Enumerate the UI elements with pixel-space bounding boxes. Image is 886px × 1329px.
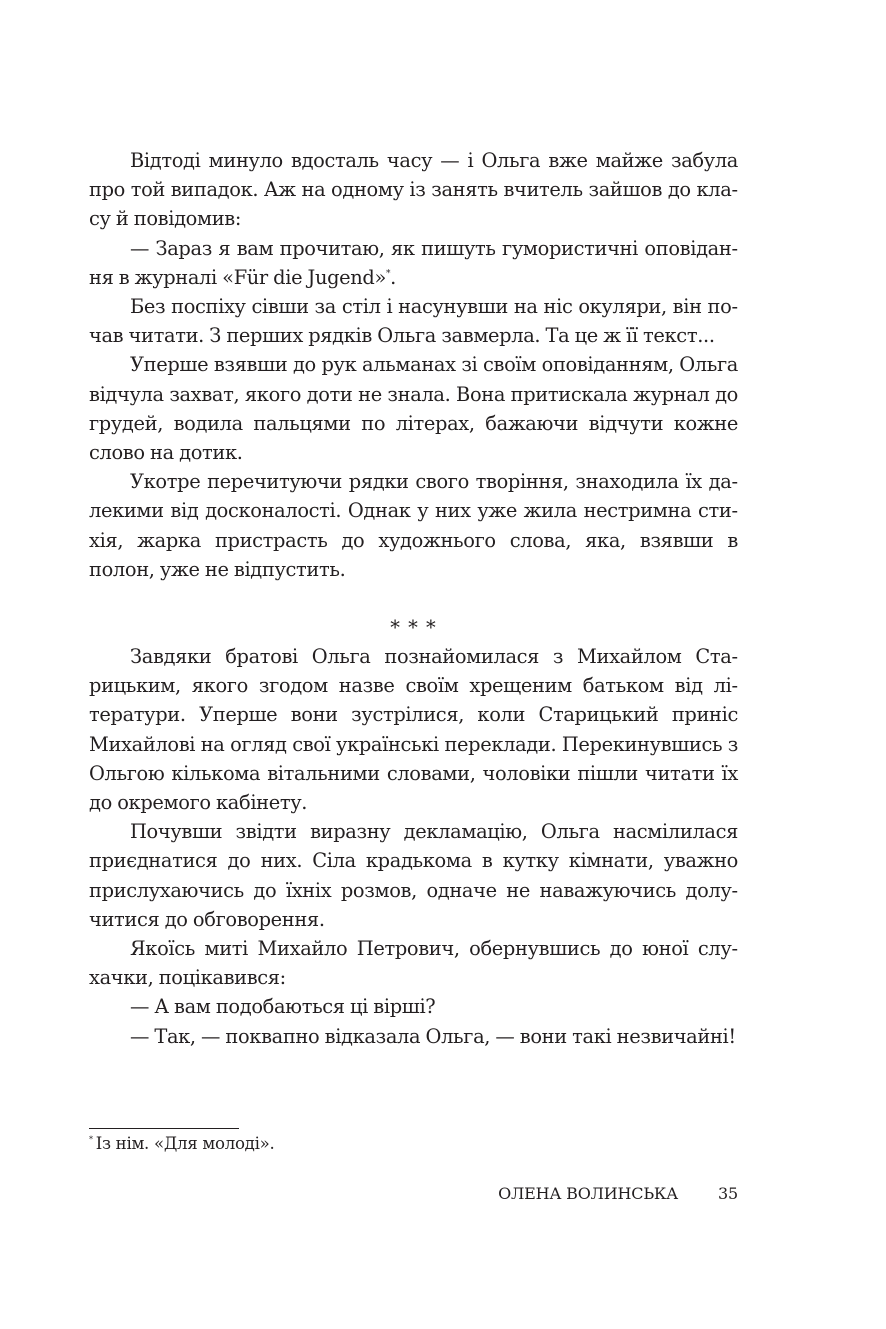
main-text-bottom — [89, 642, 738, 1051]
paragraph-trailing-punct: . — [390, 265, 396, 289]
paragraph: Почувши звідти виразну декламацію, Ольга насмілилася приєднатися до них. Сіла крадькома в кутку кімнати, уважно прислухаючись до їхніх розмов, одначе не наважуючись долучитися до обговорення. — [89, 820, 738, 931]
paragraph-text: — Зараз я вам прочитаю, як пишуть гумористичні оповідання в журналі «Für die Jugend» — [89, 236, 738, 289]
footnote-divider — [89, 1128, 239, 1129]
paragraph: Якоїсь миті Михайло Петрович, обернувшись до юної слухачки, поцікавився: — [89, 937, 738, 990]
paragraph: — Так, — поквапно відказала Ольга, — вони такі незвичайні! — [130, 1024, 736, 1048]
paragraph-with-footnote-ref — [89, 234, 738, 292]
running-footer — [89, 1181, 738, 1207]
page-number: 35 — [718, 1184, 738, 1203]
author-name: ОЛЕНА ВОЛИНСЬКА — [498, 1184, 679, 1203]
footnote-text: Із нім. «Для молоді». — [95, 1134, 275, 1153]
footnote-mark: * — [89, 1135, 93, 1144]
paragraph: Завдяки братові Ольга познайомилася з Михайлом Старицьким, якого згодом назве своїм хрещеним батьком від літератури. Уперше вони зустрілися, коли Старицький приніс Михайлові на огляд свої українські переклади. Перекинувшись з Ольгою кількома вітальними словами, чоловіки пішли читати їх до окремого кабінету. — [89, 645, 738, 815]
paragraph: — А вам подобаються ці вірші? — [130, 995, 436, 1019]
paragraph: Без поспіху сівши за стіл і насунувши на ніс окуляри, він почав читати. З перших рядків Ольга завмерла. Та це ж її текст... — [89, 295, 738, 348]
footnote — [89, 1131, 738, 1157]
main-text-top — [89, 146, 738, 584]
paragraph: Відтоді минуло вдосталь часу — і Ольга вже майже забула про той випадок. Аж на одному із занять вчитель зайшов до класу й повідомив: — [89, 149, 738, 231]
paragraph: Укотре перечитуючи рядки свого творіння, знаходила їх далекими від досконалості. Однак у них уже жила нестримна стихія, жарка пристрасть до художнього слова, яка, взявши в полон, уже не відпустить. — [89, 470, 738, 581]
footnote-reference[interactable]: * — [386, 268, 391, 279]
section-separator: * * * — [390, 616, 437, 639]
paragraph: Уперше взявши до рук альманах зі своїм оповіданням, Ольга відчула захват, якого доти не знала. Вона притискала журнал до грудей, водила пальцями по літерах, бажаючи відчути кожне слово на дотик. — [89, 353, 738, 465]
